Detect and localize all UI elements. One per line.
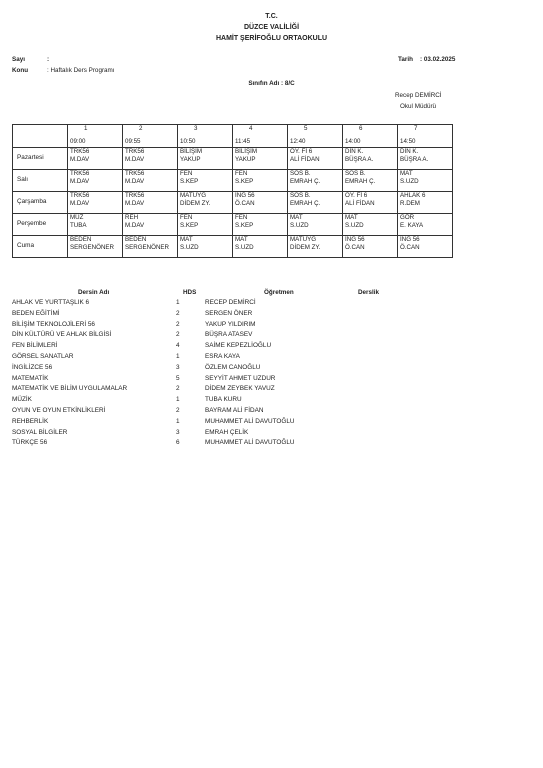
lesson-cell: [233, 192, 288, 214]
lesson-teacher: M.DAV: [70, 156, 90, 164]
principal-title: Okul Müdürü: [400, 103, 437, 110]
lesson-teacher: TUBA: [70, 222, 87, 230]
lesson-teacher: R.DEM: [400, 200, 420, 208]
course-hours: 5: [176, 374, 180, 382]
course-hours: 2: [176, 385, 180, 393]
lesson-subject: SOS B.: [290, 170, 311, 177]
day-name: Salı: [13, 170, 68, 192]
course-hours: 2: [176, 331, 180, 339]
course-teacher: SEYYİT AHMET UZDUR: [205, 374, 276, 382]
corner-cell: [13, 125, 68, 148]
course-hours: 2: [176, 320, 180, 328]
lesson-subject: MÜZ: [70, 214, 84, 221]
lesson-teacher: M.DAV: [125, 178, 145, 186]
period-header: [123, 125, 178, 148]
period-time: 11:45: [235, 138, 251, 146]
lesson-teacher: M.DAV: [125, 156, 145, 164]
lesson-teacher: S.UZD: [180, 244, 199, 252]
lesson-teacher: Ö.CAN: [400, 244, 420, 252]
period-time: 10:50: [180, 138, 196, 146]
lesson-teacher: Ö.CAN: [345, 244, 365, 252]
lesson-subject: FEN: [180, 170, 193, 177]
lesson-teacher: DİDEM ZY.: [180, 200, 211, 208]
period-header-row: [13, 125, 453, 148]
lesson-cell: [68, 236, 123, 258]
period-time: 14:00: [345, 138, 361, 146]
lesson-subject: BEDEN: [125, 236, 147, 243]
lesson-cell: [68, 170, 123, 192]
lesson-teacher: DİDEM ZY.: [290, 244, 321, 252]
period-number: 1: [84, 125, 88, 132]
hours-col-header: HDS: [183, 289, 197, 296]
period-number: 7: [414, 125, 418, 132]
lesson-subject: FEN: [180, 214, 193, 221]
lesson-cell: [123, 236, 178, 258]
lesson-subject: MAT: [345, 214, 358, 221]
lesson-subject: BEDEN: [70, 236, 92, 243]
course-name: GÖRSEL SANATLAR: [12, 353, 74, 360]
course-hours: 2: [176, 407, 180, 414]
period-header: [68, 125, 123, 148]
lesson-teacher: BÜŞRA A.: [345, 156, 374, 164]
course-name: MATEMATİK: [12, 374, 49, 382]
lesson-cell: [178, 170, 233, 192]
lesson-subject: MAT: [400, 170, 413, 177]
lesson-teacher: S.KEP: [180, 222, 199, 230]
lesson-cell: [288, 148, 343, 170]
lesson-subject: DİN K.: [345, 148, 364, 155]
lesson-subject: TRK56: [70, 148, 90, 155]
course-name: REHBERLİK: [12, 417, 49, 425]
schedule-row: [13, 148, 453, 170]
lesson-cell: [398, 170, 453, 192]
lesson-cell: [398, 236, 453, 258]
lesson-cell: [398, 214, 453, 236]
course-hours: 1: [176, 299, 180, 306]
lesson-teacher: M.DAV: [70, 200, 90, 208]
lesson-teacher: SERGENÖNER: [70, 244, 115, 252]
lesson-teacher: S.UZD: [235, 244, 254, 252]
period-number: 6: [359, 125, 363, 132]
course-teacher: BAYRAM ALİ FİDAN: [205, 407, 264, 414]
konu-label: Konu: [12, 67, 29, 74]
lesson-teacher: S.UZD: [290, 222, 309, 230]
lesson-cell: [233, 214, 288, 236]
course-hours: 4: [176, 342, 180, 350]
lesson-cell: [233, 148, 288, 170]
schedule-row: [13, 170, 453, 192]
lesson-teacher: YAKUP: [235, 156, 256, 164]
lesson-cell: [123, 148, 178, 170]
course-hours: 3: [176, 363, 180, 371]
course-teacher: EMRAH ÇELİK: [205, 428, 249, 436]
course-name: SOSYAL BİLGİLER: [12, 428, 68, 436]
lesson-cell: [343, 214, 398, 236]
lesson-cell: [288, 214, 343, 236]
course-hours: 1: [176, 353, 180, 360]
course-hours: 1: [176, 417, 180, 425]
teacher-col-header: Öğretmen: [264, 289, 294, 296]
day-name: Perşembe: [13, 214, 68, 236]
lesson-subject: DİN K.: [400, 148, 419, 155]
lesson-teacher: SERGENÖNER: [125, 244, 170, 252]
header-valilik: DÜZCE VALİLİĞİ: [243, 24, 300, 31]
lesson-subject: OY. Fİ 6: [290, 148, 313, 155]
lesson-teacher: EMRAH Ç.: [345, 178, 376, 186]
course-name: OYUN VE OYUN ETKİNLİKLERİ: [12, 407, 106, 414]
lesson-subject: İNG 56: [400, 236, 420, 243]
lesson-cell: [288, 170, 343, 192]
lesson-subject: FEN: [235, 170, 248, 177]
course-hours: 3: [176, 428, 180, 436]
course-teacher: SERGEN ÖNER: [205, 309, 253, 317]
period-number: 4: [249, 125, 253, 132]
course-name: DİN KÜLTÜRÜ VE AHLAK BİLGİSİ: [12, 331, 112, 339]
lesson-teacher: M.DAV: [125, 222, 145, 230]
lesson-teacher: EMRAH Ç.: [290, 178, 321, 186]
tarih-label: Tarih: [398, 56, 413, 63]
lesson-subject: SOS B.: [345, 170, 366, 177]
day-name: Cuma: [13, 236, 68, 258]
course-name: BEDEN EĞİTİMİ: [12, 309, 60, 317]
lesson-subject: OY. Fİ 6: [345, 192, 368, 199]
lesson-cell: [288, 192, 343, 214]
period-number: 3: [194, 125, 198, 132]
lesson-subject: BİLİŞİM: [180, 148, 203, 155]
lesson-subject: SOS B.: [290, 192, 311, 199]
lesson-teacher: S.KEP: [235, 178, 254, 186]
lesson-teacher: Ö.CAN: [235, 200, 255, 208]
lesson-cell: [123, 170, 178, 192]
course-teacher: BÜŞRA ATASEV: [205, 331, 253, 339]
lesson-cell: [343, 170, 398, 192]
lesson-teacher: S.UZD: [400, 178, 419, 186]
lesson-subject: REH: [125, 214, 139, 221]
lesson-cell: [68, 214, 123, 236]
lesson-teacher: S.KEP: [180, 178, 199, 186]
period-time: 09:55: [125, 138, 141, 146]
period-number: 2: [139, 125, 143, 132]
lesson-cell: [123, 192, 178, 214]
lesson-teacher: YAKUP: [180, 156, 201, 164]
header-school: HAMİT ŞERİFOĞLU ORTAOKULU: [215, 35, 328, 42]
lesson-cell: [178, 148, 233, 170]
lesson-cell: [343, 236, 398, 258]
lesson-subject: MAT: [180, 236, 193, 243]
lesson-cell: [398, 192, 453, 214]
course-teacher: SAİME KEPEZLİOĞLU: [205, 342, 272, 350]
sayi-value: :: [47, 56, 50, 63]
period-header: [178, 125, 233, 148]
lesson-subject: TRK56: [125, 170, 145, 177]
lesson-subject: TRK56: [125, 148, 145, 155]
lesson-subject: TRK56: [125, 192, 145, 199]
course-name: BİLİŞİM TEKNOLOJİLERİ 56: [12, 320, 95, 328]
lesson-cell: [343, 148, 398, 170]
period-time: 12:40: [290, 138, 306, 146]
class-label: Sınıfın Adı : 8/C: [248, 80, 295, 87]
course-name: MÜZİK: [12, 396, 32, 404]
course-hours: 6: [176, 439, 180, 447]
course-teacher: TUBA KURU: [205, 396, 242, 404]
schedule-row: [13, 192, 453, 214]
lesson-cell: [288, 236, 343, 258]
lesson-teacher: E. KAYA: [400, 222, 424, 230]
lesson-subject: MAT: [235, 236, 248, 243]
course-name: MATEMATİK VE BİLİM UYGULAMALAR: [12, 385, 128, 393]
course-teacher: ÖZLEM CANOĞLU: [205, 363, 261, 371]
lesson-subject: TRK56: [70, 192, 90, 199]
lesson-subject: GÖR: [400, 214, 415, 221]
schedule-row: [13, 214, 453, 236]
course-teacher: ESRA KAYA: [205, 353, 240, 360]
konu-value: : Haftalık Ders Programı: [47, 67, 115, 74]
lesson-teacher: BÜŞRA A.: [400, 156, 429, 164]
lesson-teacher: M.DAV: [70, 178, 90, 186]
lesson-subject: İNG 56: [235, 192, 255, 199]
lesson-subject: AHLAK 6: [400, 192, 426, 199]
course-name: TÜRKÇE 56: [12, 439, 48, 447]
course-name: AHLAK VE YURTTAŞLIK 6: [12, 299, 90, 306]
lesson-teacher: EMRAH Ç.: [290, 200, 321, 208]
sayi-label: Sayı: [12, 56, 25, 63]
lesson-cell: [68, 148, 123, 170]
lesson-subject: TRK56: [70, 170, 90, 177]
course-hours: 1: [176, 396, 180, 404]
lesson-cell: [398, 148, 453, 170]
course-teacher: MUHAMMET ALİ DAVUTOĞLU: [205, 439, 295, 447]
lesson-cell: [233, 236, 288, 258]
period-time: 09:00: [70, 138, 86, 146]
day-name: Çarşamba: [13, 192, 68, 214]
period-header: [233, 125, 288, 148]
lesson-cell: [123, 214, 178, 236]
course-teacher: MUHAMMET ALİ DAVUTOĞLU: [205, 417, 295, 425]
lesson-teacher: S.UZD: [345, 222, 364, 230]
lesson-subject: FEN: [235, 214, 248, 221]
lesson-cell: [68, 192, 123, 214]
lesson-teacher: ALİ FİDAN: [345, 200, 375, 208]
course-name: FEN BİLİMLERİ: [12, 342, 58, 350]
lesson-cell: [178, 214, 233, 236]
lesson-cell: [178, 236, 233, 258]
lesson-cell: [178, 192, 233, 214]
course-hours: 2: [176, 309, 180, 317]
period-number: 5: [304, 125, 308, 132]
lesson-subject: MATUYG: [180, 192, 207, 199]
course-teacher: YAKUP YILDIRIM: [205, 320, 256, 328]
lesson-teacher: M.DAV: [125, 200, 145, 208]
course-col-header: Dersin Adı: [78, 289, 110, 296]
period-header: [288, 125, 343, 148]
lesson-teacher: ALİ FİDAN: [290, 156, 320, 164]
lesson-teacher: S.KEP: [235, 222, 254, 230]
period-time: 14:50: [400, 138, 416, 146]
tarih-value: : 03.02.2025: [420, 56, 456, 63]
schedule-table: [12, 124, 453, 258]
lesson-cell: [233, 170, 288, 192]
lesson-subject: MAT: [290, 214, 303, 221]
schedule-row: [13, 236, 453, 258]
principal-name: Recep DEMİRCİ: [395, 92, 442, 99]
lesson-subject: İNG 56: [345, 236, 365, 243]
day-name: Pazartesi: [13, 148, 68, 170]
period-header: [343, 125, 398, 148]
lesson-cell: [343, 192, 398, 214]
room-col-header: Derslik: [358, 289, 380, 296]
course-teacher: RECEP DEMİRCİ: [205, 299, 256, 306]
period-header: [398, 125, 453, 148]
course-teacher: DİDEM ZEYBEK YAVUZ: [205, 385, 275, 393]
header-tc: T.C.: [265, 13, 278, 20]
lesson-subject: MATUYG: [290, 236, 317, 243]
course-name: İNGİLİZCE 56: [12, 363, 53, 371]
lesson-subject: BİLİŞİM: [235, 148, 258, 155]
